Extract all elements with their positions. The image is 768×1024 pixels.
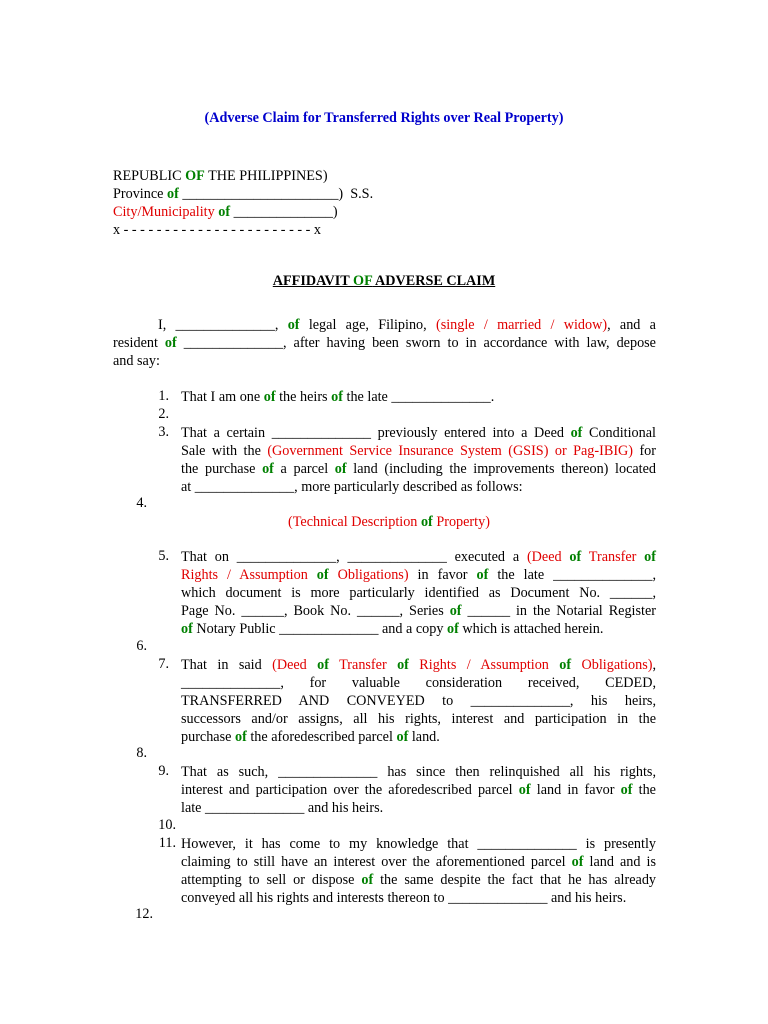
item-number-11: 11. <box>158 835 176 851</box>
intro-paragraph: I, ______________, of legal age, Filipino, (single / married / widow), and a resident of ______________, after having been sworn to in accordance with law, depose and say: <box>113 317 656 369</box>
item-number-3: 3. <box>158 424 169 440</box>
item-number-7: 7. <box>158 656 169 672</box>
venue-province: Province of ______________________) S.S. <box>113 186 374 202</box>
venue-republic: REPUBLIC OF THE PHILIPPINES) <box>113 168 328 184</box>
document-subtitle: (Adverse Claim for Transferred Rights over Real Property) <box>204 110 564 126</box>
item-number-9: 9. <box>158 763 169 779</box>
item-11-text: However, it has come to my knowledge that ______________ is presently claiming to still have an interest over the aforementioned parcel of land and is attempting to sell or dispose of the same despite the fact that he has already conveyed all his rights and interests thereon to ______________ and his heirs. <box>181 836 657 906</box>
item-number-6: 6. <box>136 638 147 654</box>
item-number-12: 12. <box>135 906 153 922</box>
item-7-text: That in said (Deed of Transfer of Rights / Assumption of Obligations), ______________, for valuable consideration received, CEDED, TRANSFERRED AND CONVEYED to ______________, his heirs, successors and/or assigns, all his rights, interest and participation in the purchase of the aforedescribed parcel of land. <box>181 657 657 745</box>
venue-separator: x - - - - - - - - - - - - - - - - - - - - - - - x <box>113 222 321 238</box>
technical-description: (Technical Description of Property) <box>288 514 490 530</box>
item-3-text: That a certain ______________ previously entered into a Deed of Conditional Sale with the (Government Service Insurance System (GSIS) or Pag-IBIG) for the purchase of a parcel of land (including the improvements thereon) located at ______________, more particularly described as follows: <box>181 425 657 495</box>
item-number-8: 8. <box>136 745 147 761</box>
item-5-text: That on ______________, ______________ executed a (Deed of Transfer of Rights / Assumption of Obligations) in favor of the late ______________, which document is more particularly identified as Document No. ______, Page No. ______, Book No. ______, Series of ______ in the Notarial Register of Notary Public ______________ and a copy of which is attached herein. <box>181 549 657 637</box>
item-number-2: 2. <box>158 406 169 422</box>
item-number-1: 1. <box>158 388 169 404</box>
item-9-text: That as such, ______________ has since then relinquished all his rights, interest and participation over the aforedescribed parcel of land in favor of the late ______________ and his heirs. <box>181 764 656 816</box>
item-number-10: 10. <box>158 817 176 833</box>
item-number-5: 5. <box>158 548 169 564</box>
item-number-4: 4. <box>136 495 147 511</box>
venue-city: City/Municipality of ______________) <box>113 204 338 220</box>
affidavit-heading: AFFIDAVIT OF ADVERSE CLAIM <box>272 273 496 289</box>
item-1-text: That I am one of the heirs of the late ______________. <box>181 389 495 405</box>
